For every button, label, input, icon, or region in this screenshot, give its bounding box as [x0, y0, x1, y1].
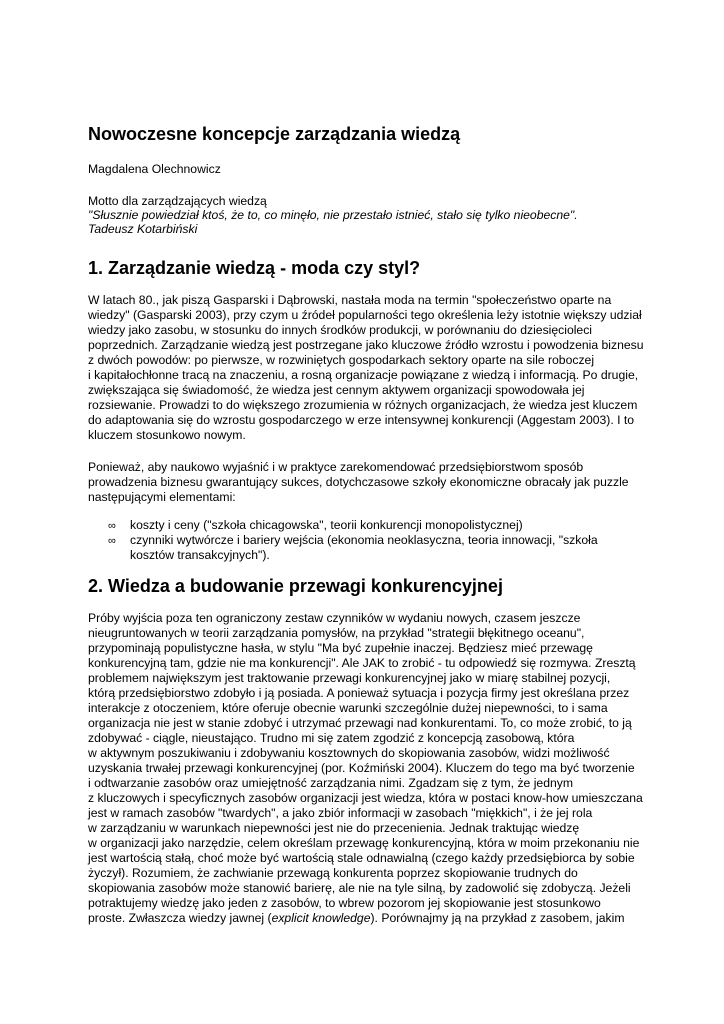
bullet-item-continuation: kosztów transakcyjnych").	[130, 548, 270, 562]
paragraph-line: i odtwarzanie zasobów oraz umiejętność zarządzania nimi. Zgadzam się z tym, że jednym	[88, 776, 574, 790]
paragraph-line: zdobywać - ciągle, nieustająco. Trudno mi się zatem zgodzić z koncepcją zasobową, która	[88, 731, 575, 745]
paragraph-line: konkurencyjną tam, gdzie nie ma konkurencji". Ale JAK to zrobić - tu odpowiedź się rozmywa. Zresztą	[88, 656, 636, 670]
paragraph-line: w organizacji jako narzędzie, celem określam przewagę konkurencyjną, która w moim przekonaniu nie	[88, 836, 640, 850]
section-1-heading: 1. Zarządzanie wiedzą - moda czy styl?	[88, 258, 421, 278]
motto-quote: "Słusznie powiedział ktoś, że to, co minęło, nie przestało istnieć, stało się tylko nieobecne".	[88, 208, 578, 222]
paragraph-line: organizacja nie jest w stanie zdobyć i utrzymać przewagi nad konkurentami. To, co może zrobić, to ją	[88, 716, 632, 730]
document-title: Nowoczesne koncepcje zarządzania wiedzą	[88, 124, 461, 144]
paragraph-line: przypominają populistyczne hasła, w stylu "Ma być zupełnie inaczej. Będziesz mieć przewagę	[88, 641, 593, 655]
paragraph-line: potraktujemy wiedzę jako jeden z zasobów, to wbrew pozorom jej skopiowanie jest stosunkowo	[88, 896, 601, 910]
paragraph-line: prowadzenia biznesu gwarantujący sukces, dotychczasowe szkoły ekonomiczne obracały jak puzzle	[88, 475, 629, 489]
paragraph-line: kluczem stosunkowo nowym.	[88, 428, 246, 442]
paragraph-line: W latach 80., jak piszą Gasparski i Dąbrowski, nastała moda na termin "społeczeństwo oparte na	[88, 293, 612, 307]
paragraph-line: interakcje z otoczeniem, które oferuje obecnie warunki szczególnie dużej niepewności, to i sama	[88, 701, 608, 715]
paragraph-line: Próby wyjścia poza ten ograniczony zestaw czynników w wydaniu nowych, czasem jeszcze	[88, 611, 581, 625]
paragraph-line-last	[88, 911, 624, 926]
paragraph-line: uzyskania trwałej przewagi konkurencyjnej (por. Koźmiński 2004). Kluczem do tego ma być tworzenie	[88, 761, 635, 775]
text-run: ). Porównajmy ją na przykład z zasobem, jakim	[370, 911, 625, 925]
paragraph-line: i kapitałochłonne tracą na znaczeniu, a rosną organizacje powiązane z wiedzą i informacją. Po drugie,	[88, 368, 639, 382]
paragraph-line: rozsiewanie. Prowadzi to do większego zrozumienia w różnych organizacjach, że wiedza jest kluczem	[88, 398, 638, 412]
bullet-icon: ∞	[108, 535, 116, 547]
motto-label: Motto dla zarządzających wiedzą	[88, 194, 267, 208]
paragraph-line: Ponieważ, aby naukowo wyjaśnić i w praktyce zarekomendować przedsiębiorstwom sposób	[88, 460, 584, 474]
paragraph-line: jest w ramach zasobów "twardych", a jako zbiór informacji w zasobach "miękkich", i że jej rola	[88, 806, 593, 820]
bullet-item: czynniki wytwórcze i bariery wejścia (ekonomia neoklasyczna, teoria innowacji, "szkoła	[130, 533, 598, 547]
paragraph-line: zwiększająca się świadomość, że wiedza jest cennym aktywem organizacji spowodowała jej	[88, 383, 585, 397]
paragraph-line: wiedzy jako zasobu, w stosunku do innych środków produkcji, w porównaniu do dziesięcioleci	[88, 323, 593, 337]
paragraph-line: problemem największym jest traktowanie przewagi konkurencyjnej jako w miarę stabilnej pozycji,	[88, 671, 611, 685]
author-name: Magdalena Olechnowicz	[88, 162, 221, 176]
bullet-icon: ∞	[108, 520, 116, 532]
paragraph-line: w aktywnym poszukiwaniu i zdobywaniu kosztownych do skopiowania zasobów, widzi możliwość	[88, 746, 610, 760]
paragraph-line: z kluczowych i specyficznych zasobów organizacji jest wiedza, która w postaci know-how umieszczana	[88, 791, 643, 805]
paragraph-line: skopiowania zasobów może stanowić barierę, ale nie na tyle silną, by zadowolić się zdobyczą. Jeżeli	[88, 881, 631, 895]
paragraph-line: w zarządzaniu w warunkach niepewności jest nie do przecenienia. Jednak traktując wiedzę	[88, 821, 580, 835]
bullet-item: koszty i ceny ("szkoła chicagowska", teorii konkurencji monopolistycznej)	[130, 518, 523, 532]
paragraph-line: następującymi elementami:	[88, 490, 236, 504]
paragraph-line: którą przedsiębiorstwo zdobyło i ją posiada. A ponieważ sytuacja i pozycja firmy jest określana przez	[88, 686, 630, 700]
paragraph-line: wiedzy" (Gasparski 2003), przy czym u źródeł popularności tego określenia leży istotnie większy udział	[88, 308, 642, 322]
paragraph-line: do adaptowania się do wzrostu gospodarczego w erze intensywnej konkurencji (Aggestam 2003). I to	[88, 413, 635, 427]
text-run: proste. Zwłaszcza wiedzy jawnej (	[88, 911, 272, 925]
paragraph-line: z dwóch powodów: po pierwsze, w rozwiniętych gospodarkach sektory oparte na sile roboczej	[88, 353, 595, 367]
text-run-italic: explicit knowledge	[271, 911, 371, 925]
motto-attribution: Tadeusz Kotarbiński	[88, 222, 198, 236]
section-2-heading: 2. Wiedza a budowanie przewagi konkurencyjnej	[88, 576, 503, 596]
paragraph-line: poprzednich. Zarządzanie wiedzą jest postrzegane jako kluczowe źródło wzrostu i powodzenia biznesu	[88, 338, 644, 352]
paragraph-line: życzył). Rozumiem, że zachwianie przewagą konkurenta poprzez skopiowanie trudnych do	[88, 866, 578, 880]
paragraph-line: jest wartością stałą, choć może być wartością stale odnawialną (czego każdy przedsiębiorca by sobie	[88, 851, 635, 865]
paragraph-line: nieugruntowanych w teorii zarządzania pomysłów, na przykład "strategii błękitnego oceanu",	[88, 626, 585, 640]
